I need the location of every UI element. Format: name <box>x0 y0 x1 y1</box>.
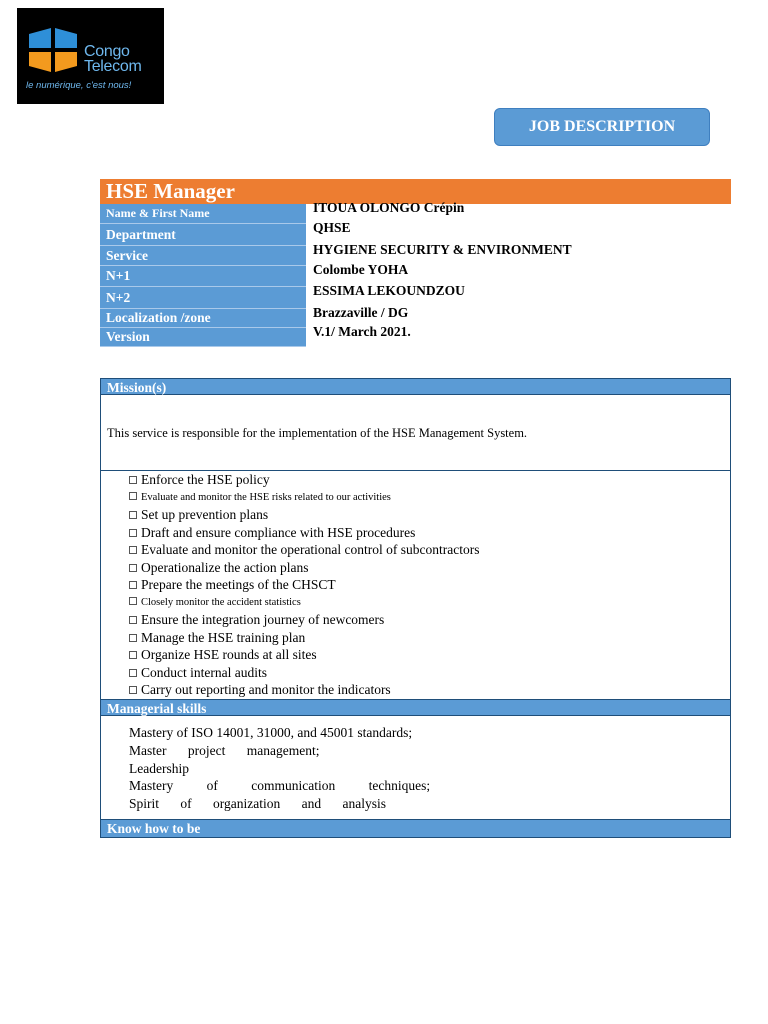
info-value: Colombe YOHA <box>313 262 409 277</box>
logo-tagline: le numérique, c'est nous! <box>26 80 132 91</box>
list-item: Carry out reporting and monitor the indicators <box>129 681 480 699</box>
checkbox-bullet-icon <box>129 597 137 605</box>
info-label: N+1 <box>100 266 306 287</box>
info-row-service <box>100 242 731 266</box>
job-description-button[interactable]: JOB DESCRIPTION <box>494 108 710 146</box>
activity-list <box>129 471 480 699</box>
list-item: Leadership <box>129 760 189 776</box>
info-label: Service <box>100 246 306 266</box>
list-item: Spirit of organization and analysis <box>129 796 386 812</box>
info-label: N+2 <box>100 287 306 309</box>
checkbox-bullet-icon <box>129 564 137 572</box>
info-label: Localization /zone <box>100 309 306 328</box>
checkbox-bullet-icon <box>129 581 137 589</box>
checkbox-bullet-icon <box>129 492 137 500</box>
info-value: V.1/ March 2021. <box>313 324 411 339</box>
checkbox-bullet-icon <box>129 476 137 484</box>
list-item: Master project management; <box>129 742 320 758</box>
list-item: Conduct internal audits <box>129 664 480 682</box>
list-item: Manage the HSE training plan <box>129 629 480 647</box>
logo-word-2: Telecom <box>84 58 142 75</box>
info-label: Name & First Name <box>100 204 306 224</box>
list-item: Evaluate and monitor the operational control of subcontractors <box>129 541 480 559</box>
mission-text: This service is responsible for the implementation of the HSE Management System. <box>107 426 528 440</box>
list-item: Prepare the meetings of the CHSCT <box>129 576 480 594</box>
list-item: Closely monitor the accident statistics <box>129 594 480 612</box>
know-how-heading: Know how to be <box>100 819 731 838</box>
info-row-localization <box>100 305 731 328</box>
mission-heading: Mission(s) <box>100 378 731 395</box>
list-item: Mastery of ISO 14001, 31000, and 45001 standards; <box>129 725 413 740</box>
info-value: HYGIENE SECURITY & ENVIRONMENT <box>313 242 572 257</box>
list-item: Ensure the integration journey of newcomers <box>129 611 480 629</box>
logo-word-1: Congo <box>84 43 130 60</box>
checkbox-bullet-icon <box>129 546 137 554</box>
info-label: Department <box>100 224 306 246</box>
checkbox-bullet-icon <box>129 669 137 677</box>
info-value: ESSIMA LEKOUNDZOU <box>313 283 465 298</box>
logo-window-icon <box>27 26 79 74</box>
list-item: Set up prevention plans <box>129 506 480 524</box>
checkbox-bullet-icon <box>129 686 137 694</box>
list-item: Evaluate and monitor the HSE risks related to our activities <box>129 489 480 507</box>
info-row-n2 <box>100 283 731 309</box>
info-row-name <box>100 200 731 224</box>
info-value: Brazzaville / DG <box>313 305 409 320</box>
info-label: Version <box>100 328 306 347</box>
checkbox-bullet-icon <box>129 634 137 642</box>
list-item: Enforce the HSE policy <box>129 471 480 489</box>
managerial-heading: Managerial skills <box>100 699 731 716</box>
list-item: Draft and ensure compliance with HSE procedures <box>129 524 480 542</box>
checkbox-bullet-icon <box>129 616 137 624</box>
list-item: Mastery of communication techniques; <box>129 778 431 794</box>
info-row-version <box>100 324 731 347</box>
job-title: HSE Manager <box>100 179 731 204</box>
info-value: ITOUA OLONGO Crépin <box>313 200 465 215</box>
list-item: Organize HSE rounds at all sites <box>129 646 480 664</box>
company-logo <box>17 8 164 104</box>
info-value: QHSE <box>313 220 351 235</box>
checkbox-bullet-icon <box>129 651 137 659</box>
checkbox-bullet-icon <box>129 529 137 537</box>
skills-list <box>129 724 525 813</box>
checkbox-bullet-icon <box>129 511 137 519</box>
list-item: Operationalize the action plans <box>129 559 480 577</box>
